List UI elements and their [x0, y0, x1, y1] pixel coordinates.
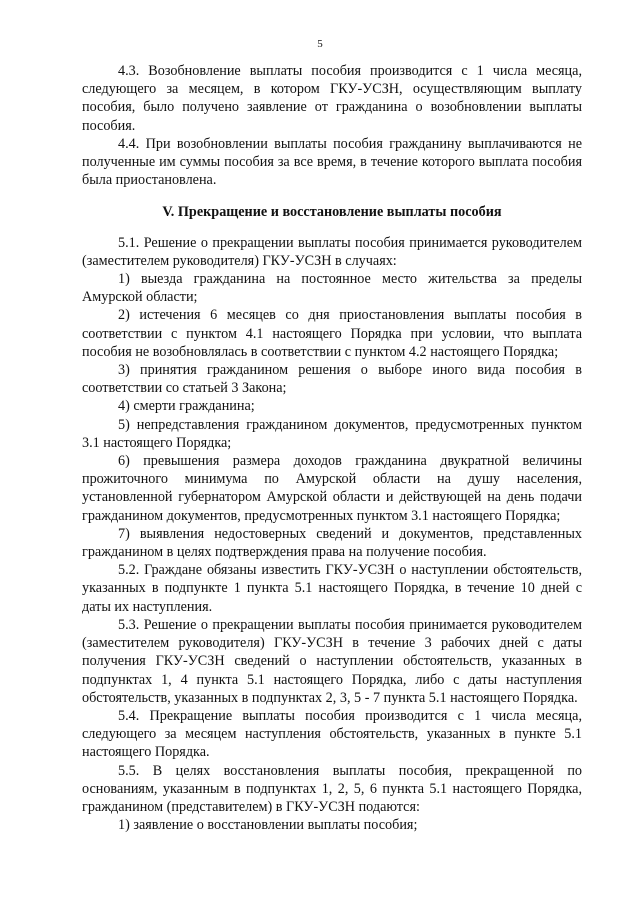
list-item: 5) непредставления гражданином документов, предусмотренных пунктом 3.1 настоящего Порядка;: [82, 416, 582, 451]
list-item: 1) заявление о восстановлении выплаты пособия;: [118, 817, 418, 834]
paragraph-5-5: 5.5. В целях восстановления выплаты пособия, прекращенной по основаниям, указанным в подпунктах 1, 2, 5, 6 пункта 5.1 настоящего Порядка, гражданином (представителем) в ГКУ-УСЗН подаются:: [82, 762, 582, 815]
paragraph-4-3: 4.3. Возобновление выплаты пособия производится с 1 числа месяца, следующего за месяцем, в котором ГКУ-УСЗН, осуществляющим выплату пособия, было получено заявление от гражданина о возобновлении выплаты пособия.: [82, 63, 582, 134]
section-heading: V. Прекращение и восстановление выплаты пособия: [162, 204, 502, 221]
paragraph-5-4: 5.4. Прекращение выплаты пособия производится с 1 числа месяца, следующего за месяцем наступления обстоятельств, указанных в пункте 5.1 настоящего Порядка.: [82, 707, 582, 761]
page-number: 5: [317, 38, 323, 50]
list-item: 3) принятия гражданином решения о выборе иного вида пособия в соответствии со статьей 3 Закона;: [82, 362, 582, 397]
paragraph-5-1: 5.1. Решение о прекращении выплаты пособия принимается руководителем (заместителем руководителя) ГКУ-УСЗН в случаях:: [82, 234, 582, 269]
list-item: 4) смерти гражданина;: [118, 398, 255, 415]
paragraph-5-3: 5.3. Решение о прекращении выплаты пособия принимается руководителем (заместителем руководителя) ГКУ-УСЗН в течение 3 рабочих дней с даты получения ГКУ-УСЗН сведений о наступлении обстоятельств, указанных в подпунктах 1, 4 пункта 5.1 настоящего Порядка, либо с даты наступления обстоятельств, указанных в подпунктах 2, 3, 5 - 7 пункта 5.1 настоящего Порядка.: [82, 616, 582, 706]
paragraph-5-2: 5.2. Граждане обязаны известить ГКУ-УСЗН о наступлении обстоятельств, указанных в подпункте 1 пункта 5.1 настоящего Порядка, в течение 10 дней с даты их наступления.: [82, 562, 582, 615]
spacer: [82, 222, 582, 234]
list-item: 1) выезда гражданина на постоянное место жительства за пределы Амурской области;: [82, 271, 582, 306]
paragraph-4-4: 4.4. При возобновлении выплаты пособия гражданину выплачиваются не полученные им суммы пособия за все время, в течение которого выплата пособия была приостановлена.: [82, 135, 582, 189]
document-body: [82, 62, 582, 834]
list-item: 2) истечения 6 месяцев со дня приостановления выплаты пособия в соответствии с пунктом 4.1 настоящего Порядка при условии, что выплата пособия не возобновлялась в соответствии с пунктом 4.2 настоящего Порядка;: [82, 307, 582, 360]
list-item: 7) выявления недостоверных сведений и документов, представленных гражданином в целях подтверждения права на получение пособия.: [82, 525, 582, 561]
list-item: 6) превышения размера доходов гражданина двукратной величины прожиточного минимума по Амурской области на душу населения, установленной губернатором Амурской области и действующей на день подачи гражданином документов, предусмотренных пунктом 3.1 настоящего Порядка;: [82, 453, 582, 524]
spacer: [82, 189, 582, 203]
